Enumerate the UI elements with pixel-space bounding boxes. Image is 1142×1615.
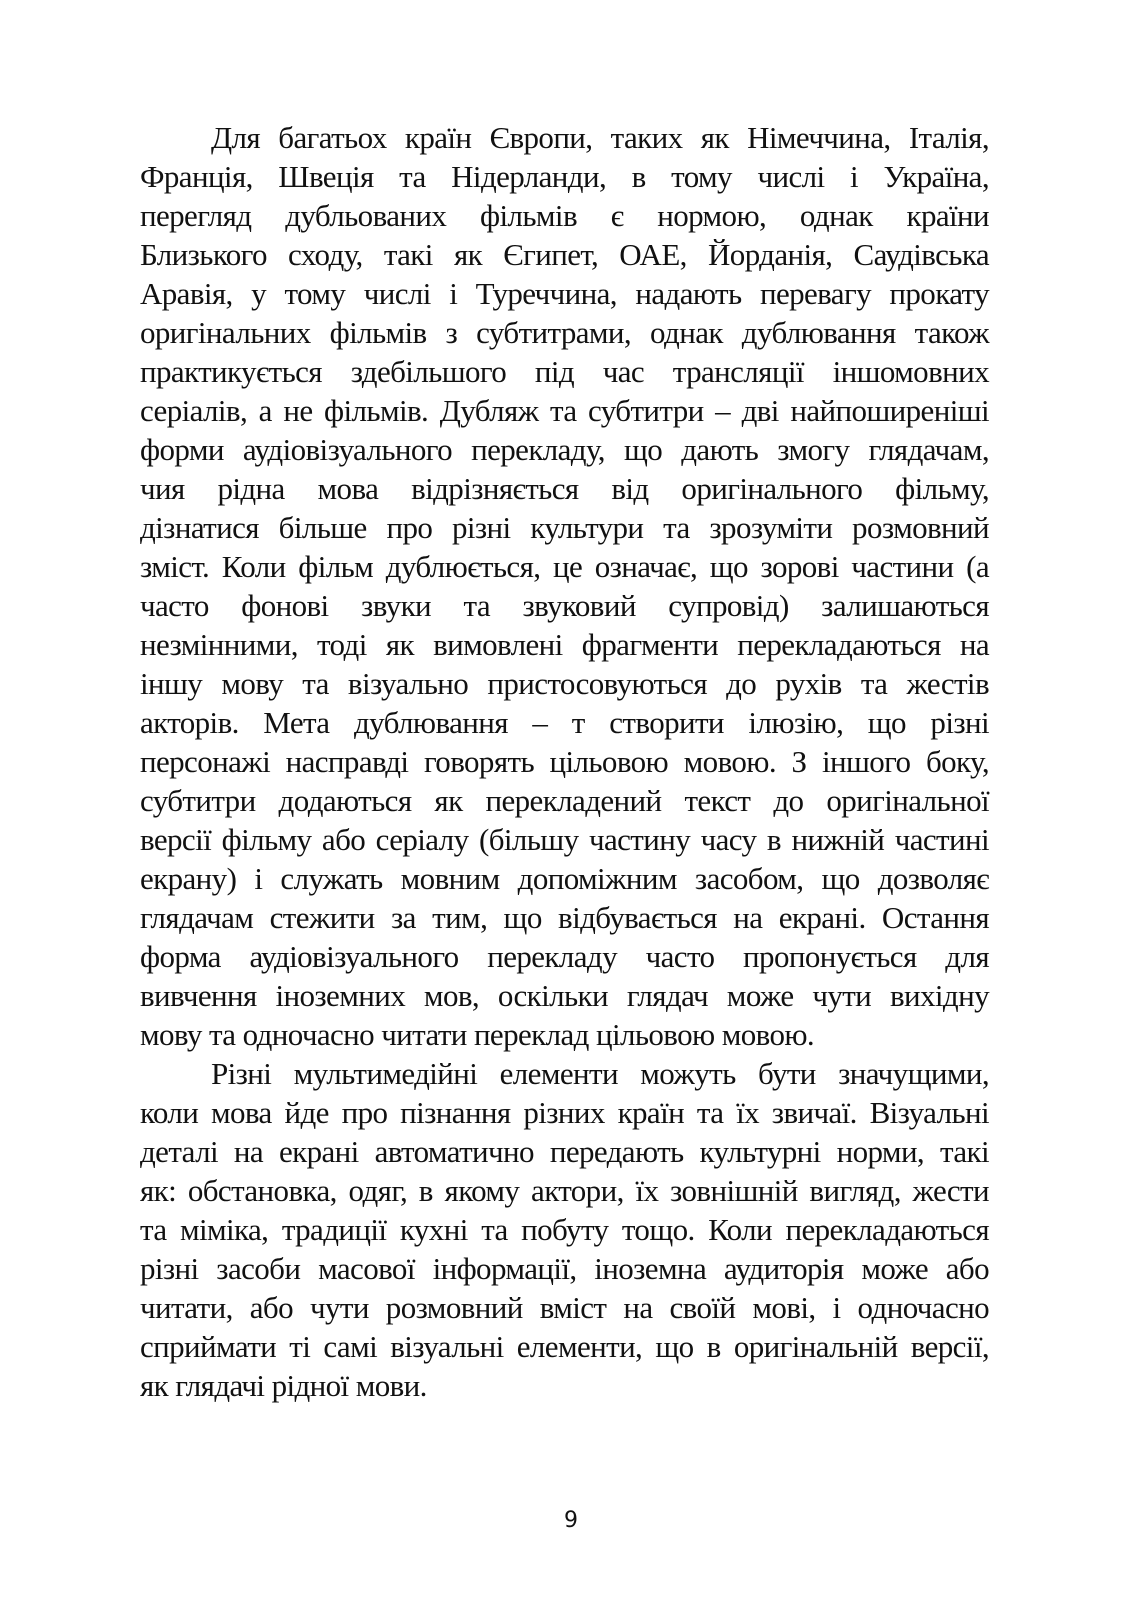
text-line: зміст. Коли фільм дублюється, це означає, що зорові частини (а	[140, 549, 989, 584]
text-line: Різні мультимедійні елементи можуть бути значущими,	[211, 1056, 989, 1091]
text-line: часто фонові звуки та звуковий супровід) залишаються	[140, 588, 989, 623]
text-line: оригінальних фільмів з субтитрами, однак дублювання також	[140, 315, 989, 350]
text-line: серіалів, а не фільмів. Дубляж та субтитри – дві найпоширеніші	[140, 393, 989, 428]
text-line: різні засоби масової інформації, іноземна аудиторія може або	[140, 1251, 989, 1286]
text-line: версії фільму або серіалу (більшу частину часу в нижній частині	[140, 822, 989, 857]
text-line: іншу мову та візуально пристосовуються до рухів та жестів	[140, 666, 989, 701]
text-line: незмінними, тоді як вимовлені фрагменти перекладаються на	[140, 627, 989, 662]
text-line: як глядачі рідної мови.	[140, 1368, 427, 1403]
text-line: коли мова йде про пізнання різних країн та їх звичаї. Візуальні	[140, 1095, 989, 1130]
text-line: як: обстановка, одяг, в якому актори, їх зовнішній вигляд, жести	[140, 1173, 989, 1208]
text-line: Аравія, у тому числі і Туреччина, надають перевагу прокату	[140, 276, 989, 311]
body-text	[140, 118, 989, 1405]
page-number: 9	[564, 1508, 578, 1533]
text-line: субтитри додаються як перекладений текст до оригінальної	[140, 783, 989, 818]
paragraph-2	[140, 1054, 989, 1405]
text-line: дізнатися більше про різні культури та зрозуміти розмовний	[140, 510, 989, 545]
text-line: форми аудіовізуального перекладу, що дають змогу глядачам,	[140, 432, 989, 467]
text-line: глядачам стежити за тим, що відбувається на екрані. Остання	[140, 900, 989, 935]
text-line: читати, або чути розмовний вміст на своїй мові, і одночасно	[140, 1290, 989, 1325]
text-line: та міміка, традиції кухні та побуту тощо. Коли перекладаються	[140, 1212, 989, 1247]
text-line: форма аудіовізуального перекладу часто пропонується для	[140, 939, 989, 974]
text-line: сприймати ті самі візуальні елементи, що в оригінальній версії,	[140, 1329, 989, 1364]
text-line: вивчення іноземних мов, оскільки глядач може чути вихідну	[140, 978, 989, 1013]
text-line: Франція, Швеція та Нідерланди, в тому числі і Україна,	[140, 159, 989, 194]
text-line: чия рідна мова відрізняється від оригінального фільму,	[140, 471, 989, 506]
text-line: практикується здебільшого під час трансляції іншомовних	[140, 354, 989, 389]
text-line: акторів. Мета дублювання – т створити ілюзію, що різні	[140, 705, 989, 740]
text-line: мову та одночасно читати переклад цільовою мовою.	[140, 1017, 815, 1052]
text-line: деталі на екрані автоматично передають культурні норми, такі	[140, 1134, 989, 1169]
text-line: Близького сходу, такі як Єгипет, ОАЕ, Йорданія, Саудівська	[140, 237, 989, 272]
text-line: перегляд дубльованих фільмів є нормою, однак країни	[140, 198, 989, 233]
paragraph-1	[140, 118, 989, 1054]
text-line: екрану) і служать мовним допоміжним засобом, що дозволяє	[140, 861, 989, 896]
text-line: персонажі насправді говорять цільовою мовою. З іншого боку,	[140, 744, 989, 779]
text-line: Для багатьох країн Європи, таких як Німеччина, Італія,	[211, 120, 989, 155]
